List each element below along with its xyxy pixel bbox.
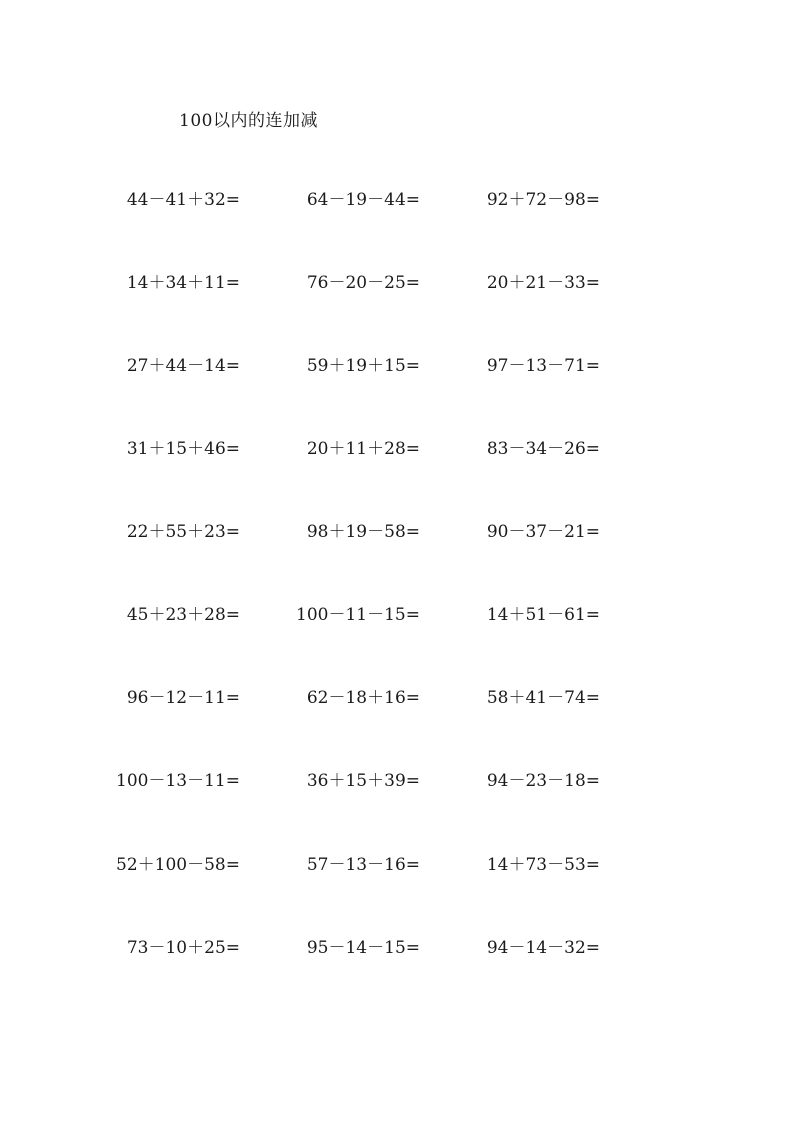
math-problem: 100－11－15= xyxy=(296,605,420,625)
problem-row xyxy=(0,437,794,461)
math-problem: 20＋21－33= xyxy=(486,273,600,293)
problem-row xyxy=(0,769,794,793)
math-problem: 83－34－26= xyxy=(486,439,600,459)
math-problem: 98＋19－58= xyxy=(306,522,420,542)
math-problem: 97－13－71= xyxy=(486,356,600,376)
math-problem: 92＋72－98= xyxy=(486,190,600,210)
problem-row xyxy=(0,686,794,710)
math-problem: 22＋55＋23= xyxy=(126,522,240,542)
math-problem: 96－12－11= xyxy=(126,688,240,708)
math-problem: 57－13－16= xyxy=(306,855,420,875)
math-problem: 44－41＋32= xyxy=(126,190,240,210)
problem-row xyxy=(0,271,794,295)
math-problem: 76－20－25= xyxy=(306,273,420,293)
math-problem: 90－37－21= xyxy=(486,522,600,542)
problem-row xyxy=(0,188,794,212)
math-problem: 27＋44－14= xyxy=(126,356,240,376)
math-problem: 100－13－11= xyxy=(116,771,240,791)
math-problem: 20＋11＋28= xyxy=(306,439,420,459)
math-problem: 14＋34＋11= xyxy=(126,273,240,293)
problem-row xyxy=(0,603,794,627)
math-problem: 31＋15＋46= xyxy=(126,439,240,459)
problem-row xyxy=(0,354,794,378)
problem-row xyxy=(0,936,794,960)
math-problem: 14＋73－53= xyxy=(486,855,600,875)
math-problem: 52＋100－58= xyxy=(116,855,240,875)
math-problem: 36＋15＋39= xyxy=(306,771,420,791)
math-problem: 94－23－18= xyxy=(486,771,600,791)
math-problem: 73－10＋25= xyxy=(126,938,240,958)
problem-row xyxy=(0,520,794,544)
math-problem: 45＋23＋28= xyxy=(126,605,240,625)
math-problem: 62－18＋16= xyxy=(306,688,420,708)
math-problem: 64－19－44= xyxy=(306,190,420,210)
math-problem: 94－14－32= xyxy=(486,938,600,958)
math-problem: 59＋19＋15= xyxy=(306,356,420,376)
problem-row xyxy=(0,853,794,877)
math-problem: 14＋51－61= xyxy=(486,605,600,625)
math-problem: 58＋41－74= xyxy=(486,688,600,708)
worksheet-title: 100以内的连加减 xyxy=(179,111,318,131)
math-problem: 95－14－15= xyxy=(306,938,420,958)
